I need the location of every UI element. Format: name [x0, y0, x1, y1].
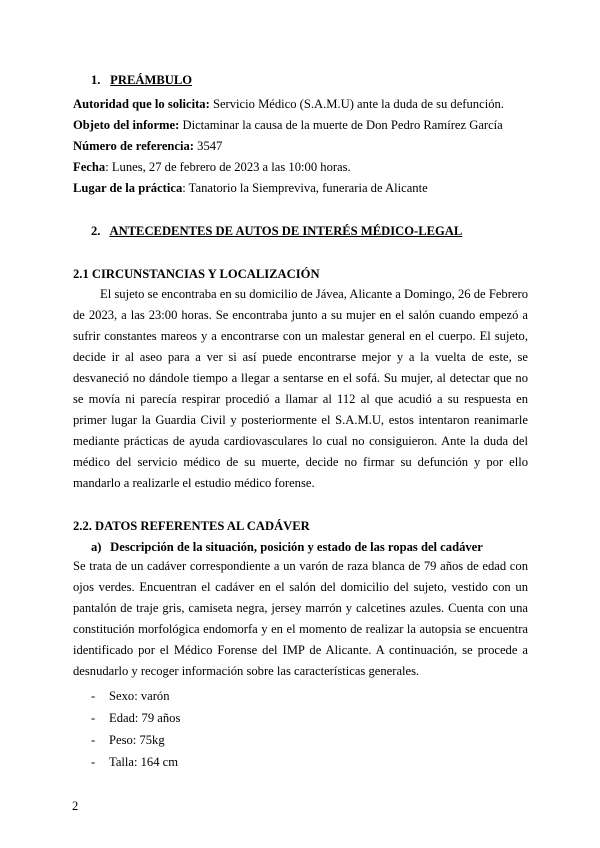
field-autoridad: [73, 96, 528, 112]
field-label: Fecha: [73, 160, 106, 174]
list-item: [73, 688, 528, 704]
characteristics-list: [73, 688, 528, 770]
section-1-title: PREÁMBULO: [110, 73, 193, 87]
subsection-a-heading: [91, 539, 528, 555]
subsection-a-title: Descripción de la situación, posición y estado de las ropas del cadáver: [110, 540, 483, 554]
list-bullet: -: [91, 689, 96, 703]
field-objeto: [73, 117, 528, 133]
list-item: [73, 710, 528, 726]
list-bullet: -: [91, 733, 96, 747]
section-1-heading: [91, 72, 528, 88]
field-lugar: [73, 180, 528, 196]
list-bullet: -: [91, 711, 96, 725]
field-value: 3547: [194, 139, 223, 153]
section-2-title: ANTECEDENTES DE AUTOS DE INTERÉS MÉDICO-LEGAL: [109, 224, 463, 238]
section-2-2-heading: 2.2. DATOS REFERENTES AL CADÁVER: [73, 519, 310, 533]
field-value: Servicio Médico (S.A.M.U) ante la duda de su defunción.: [209, 97, 504, 111]
subsection-a-letter: a): [91, 540, 102, 554]
field-referencia: [73, 138, 528, 154]
list-item: [73, 732, 528, 748]
section-2-2-paragraph: Se trata de un cadáver correspondiente a un varón de raza blanca de 79 años de edad con ojos verdes. Encuentran el cadáver en el salón del domicilio del sujeto, vestido con un pantalón de traje gris, camiseta negra, jersey marrón y calcetines azules. Cuenta con una constitución morfológica endomorfa y en el momento de realizar la autopsia se encuentra identificado por el Médico Forense del IMP de Alicante. A continuación, se procede a desnudarlo y recoger información sobre las características generales.: [73, 559, 528, 678]
list-bullet: -: [91, 755, 96, 769]
document-content: [73, 72, 528, 776]
field-value: : Lunes, 27 de febrero de 2023 a las 10:00 horas.: [105, 160, 351, 174]
field-label: Lugar de la práctica: [73, 181, 183, 195]
field-fecha: [73, 159, 528, 175]
field-label: Autoridad que lo solicita:: [73, 97, 210, 111]
section-2-1-heading: 2.1 CIRCUNSTANCIAS Y LOCALIZACIÓN: [73, 267, 320, 281]
page-number: 2: [72, 799, 79, 813]
section-2-heading: [91, 223, 528, 239]
field-label: Objeto del informe:: [73, 118, 180, 132]
section-1-number: 1.: [91, 73, 101, 87]
list-item-text: Peso: 75kg: [109, 733, 165, 747]
list-item-text: Talla: 164 cm: [109, 755, 179, 769]
list-item: [73, 754, 528, 770]
section-2-1-paragraph: El sujeto se encontraba en su domicilio de Jávea, Alicante a Domingo, 26 de Febrero de 2023, a las 23:00 horas. Se encontraba junto a su mujer en el salón cuando empezó a sufrir constantes mareos y a encontrarse con un malestar general en el cuerpo. El sujeto, decide ir al aseo para a ver si así puede encontrarse mejor y a la vuelta de este, se desvaneció no dándole tiempo a llegar a sentarse en el sofá. Su mujer, al detectar que no se movía ni parecía respirar procedió a llamar al 112 al que acudió a su respuesta en primer lugar la Guardia Civil y posteriormente el S.A.M.U, estos intentaron reanimarle mediante prácticas de ayuda cardiovasculares lo cual no consiguieron. Ante la duda del médico del servicio médico de su muerte, decide no firmar su defunción y por ello mandarlo a realizarle el estudio médico forense.: [73, 287, 528, 490]
field-label: Número de referencia:: [73, 139, 194, 153]
list-item-text: Sexo: varón: [109, 689, 170, 703]
section-2-number: 2.: [91, 224, 101, 238]
field-value: : Tanatorio la Siempreviva, funeraria de Alicante: [182, 181, 428, 195]
field-value: Dictaminar la causa de la muerte de Don Pedro Ramírez García: [179, 118, 503, 132]
list-item-text: Edad: 79 años: [109, 711, 181, 725]
